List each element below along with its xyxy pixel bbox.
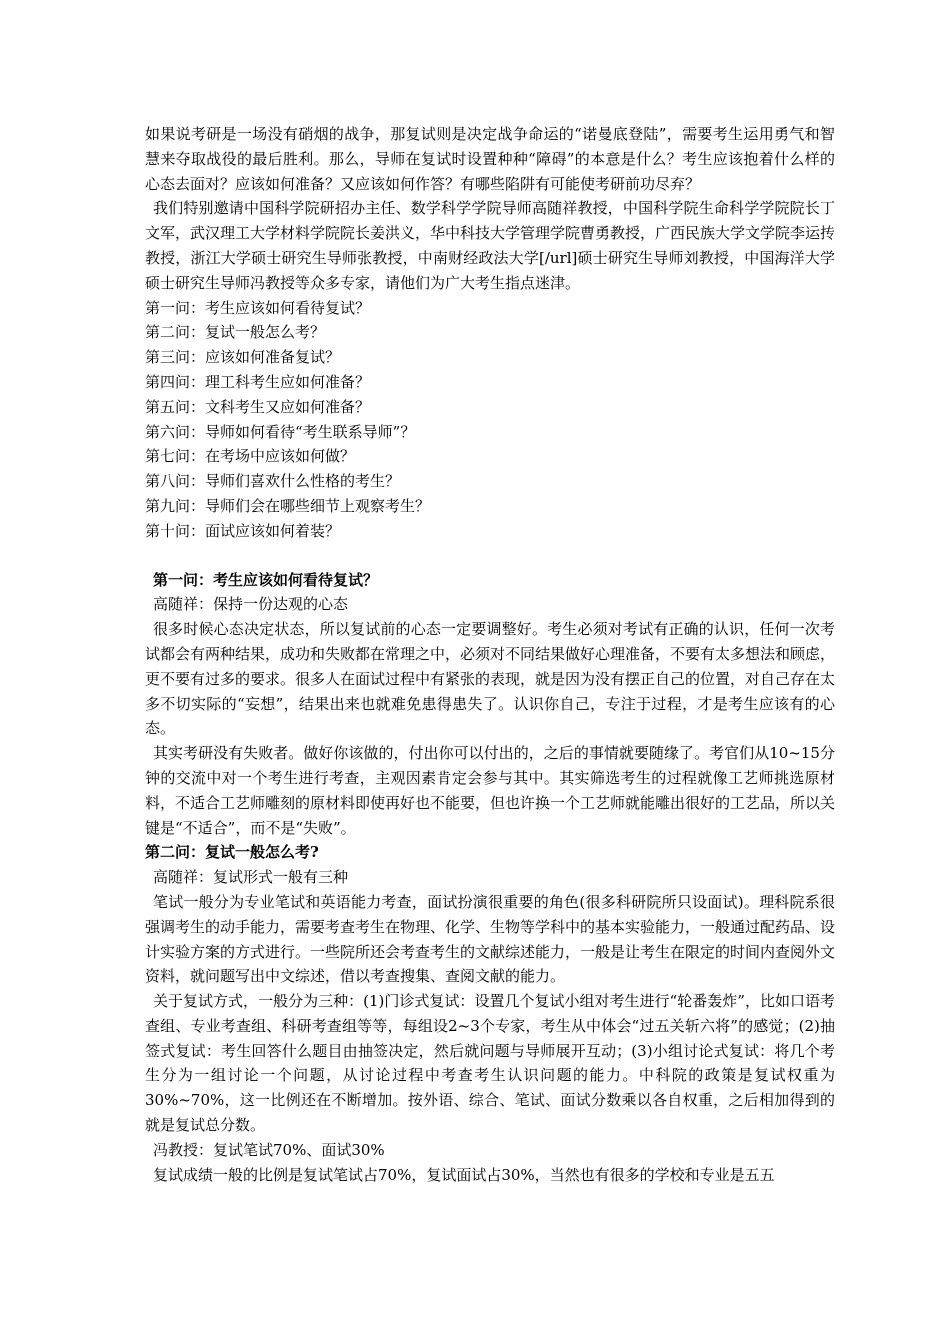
section-2-expert-1: 高随祥：复试形式一般有三种 (153, 868, 349, 887)
question-item: 第一问：考生应该如何看待复试？ (145, 298, 371, 317)
question-item: 第三问：应该如何准备复试？ (145, 348, 341, 367)
question-item: 第十问：面试应该如何着装？ (145, 521, 341, 540)
question-item: 第四问：理工科考生应如何准备？ (145, 372, 371, 391)
question-item: 第二问：复试一般怎么考？ (145, 323, 326, 342)
section-2-expert-2: 冯教授：复试笔试70%、面试30% (153, 1140, 385, 1159)
section-1-paragraph-1: 很多时候心态决定状态，所以复试前的心态一定要调整好。考生必须对考试有正确的认识，任何一次考试都会有两种结果，成功和失败都在常理之中，必须对不同结果做好心理准备，不要有太多想法和顾虑，更不要有过多的要求。很多人在面试过程中有紧张的表现，就是因为没有摆正自己的位置，对自己存在太多不切实际的“妄想”，结果出来也就难免患得患失了。认识你自己，专注于过程，才是考生应该有的心态。 (145, 620, 836, 738)
question-list (145, 296, 835, 544)
section-1-heading: 第一问：考生应该如何看待复试？ (153, 570, 379, 589)
section-1-expert: 高随祥：保持一份达观的心态 (153, 595, 349, 614)
section-2-paragraph-2: 关于复试方式，一般分为三种：(1)门诊式复试：设置几个复试小组对考生进行“轮番轰炸”，比如口语考查组、专业考查组、科研考查组等等，每组设2~3个专家，考生从中体会“过五关斩六将”的感觉；(2)抽签式复试：考生回答什么题目由抽签决定，然后就问题与导师展开互动；(3)小组讨论式复试：将几个考生分为一组讨论一个问题，从讨论过程中考查考生认识问题的能力。中科院的政策是复试权重为30%~70%，这一比例还在不断增加。按外语、综合、笔试、面试分数乘以各自权重，之后相加得到的就是复试总分数。 (145, 992, 835, 1135)
intro-paragraph-2: 我们特别邀请中国科学院研招办主任、数学科学学院导师高随祥教授，中国科学院生命科学学院院长丁文军，武汉理工大学材料学院院长姜洪义，华中科技大学管理学院曹勇教授，广西民族大学文学院李运抟教授，浙江大学硕士研究生导师张教授，中南财经政法大学[/url]硕士研究生导师刘教授，中国海洋大学硕士研究生导师冯教授等众多专家，请他们为广大考生指点迷津。 (145, 199, 836, 292)
question-item: 第六问：导师如何看待“考生联系导师”？ (145, 422, 416, 441)
section-2-heading: 第二问：复试一般怎么考? (145, 843, 319, 862)
question-item: 第七问：在考场中应该如何做？ (145, 447, 356, 466)
blank-line (145, 544, 835, 568)
question-item: 第八问：导师们喜欢什么性格的考生？ (145, 472, 401, 491)
question-item: 第五问：文科考生又应如何准备？ (145, 397, 371, 416)
section-2-paragraph-3: 复试成绩一般的比例是复试笔试占70%，复试面试占30%，当然也有很多的学校和专业是五五 (153, 1165, 775, 1184)
section-2-paragraph-1: 笔试一般分为专业笔试和英语能力考查，面试扮演很重要的角色(很多科研院所只设面试)。理科院系很强调考生的动手能力，需要考查考生在物理、化学、生物等学科中的基本实验能力，一般通过配药品、设计实验方案的方式进行。一些院所还会考查考生的文献综述能力，一般是让考生在限定的时间内查阅外文资料，就问题写出中文综述，借以考查搜集、查阅文献的能力。 (145, 892, 836, 986)
section-1-paragraph-2: 其实考研没有失败者。做好你该做的，付出你可以付出的，之后的事情就要随缘了。考官们从10~15分钟的交流中对一个考生进行考查，主观因素肯定会参与其中。其实筛选考生的过程就像工艺师挑选原材料，不适合工艺师雕刻的原材料即使再好也不能要，但也许换一个工艺师就能雕出很好的工艺品，所以关键是“不适合”，而不是“失败”。 (145, 744, 836, 837)
intro-paragraph-1: 如果说考研是一场没有硝烟的战争，那复试则是决定战争命运的“诺曼底登陆”，需要考生运用勇气和智慧来夺取战役的最后胜利。那么，导师在复试时设置种种“障碍”的本意是什么？考生应该抱着什么样的心态去面对？应该如何准备？又应该如何作答？有哪些陷阱有可能使考研前功尽弃？ (145, 125, 835, 193)
question-item: 第九问：导师们会在哪些细节上观察考生？ (145, 496, 431, 515)
document-page (145, 122, 835, 1187)
